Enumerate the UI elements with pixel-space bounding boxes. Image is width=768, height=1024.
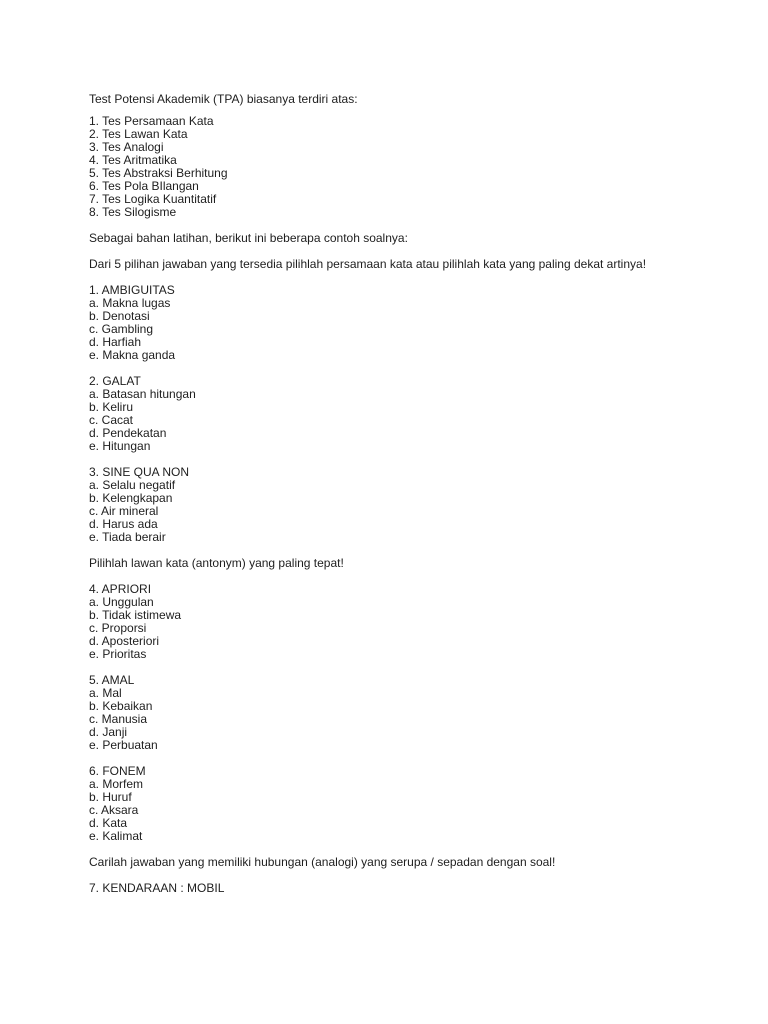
question-block	[89, 375, 729, 453]
question-block	[89, 765, 729, 843]
answer-option: c. Proporsi	[89, 621, 147, 635]
answer-option: b. Huruf	[89, 790, 132, 804]
answer-option: d. Harus ada	[89, 517, 158, 531]
intro-lead-block	[89, 232, 729, 245]
answer-option: d. Janji	[89, 725, 128, 739]
section-instruction: Pilihlah lawan kata (antonym) yang paling tepat!	[89, 556, 344, 570]
test-type-item: 1. Tes Persamaan Kata	[89, 114, 214, 128]
test-type-item: 4. Tes Aritmatika	[89, 153, 177, 167]
question-block	[89, 583, 729, 661]
test-type-item: 6. Tes Pola BIlangan	[89, 179, 199, 193]
question-text: 2. GALAT	[89, 374, 141, 388]
answer-option: a. Batasan hitungan	[89, 387, 196, 401]
question-text: 5. AMAL	[89, 673, 135, 687]
answer-option: a. Unggulan	[89, 595, 154, 609]
answer-option: c. Aksara	[89, 803, 139, 817]
answer-option: d. Pendekatan	[89, 426, 167, 440]
section-instruction: Carilah jawaban yang memiliki hubungan (analogi) yang serupa / sepadan dengan soal!	[89, 855, 556, 869]
test-type-item: 8. Tes Silogisme	[89, 205, 177, 219]
test-type-item: 3. Tes Analogi	[89, 140, 164, 154]
question-block	[89, 466, 729, 544]
question-text: 7. KENDARAAN : MOBIL	[89, 881, 225, 895]
test-type-list	[89, 115, 729, 219]
question-block	[89, 882, 729, 895]
answer-option: e. Prioritas	[89, 647, 147, 661]
answer-option: a. Selalu negatif	[89, 478, 176, 492]
answer-option: b. Kelengkapan	[89, 491, 173, 505]
intro-lead: Sebagai bahan latihan, berikut ini beberapa contoh soalnya:	[89, 231, 408, 245]
answer-option: c. Cacat	[89, 413, 134, 427]
answer-option: c. Gambling	[89, 322, 154, 336]
question-text: 3. SINE QUA NON	[89, 465, 190, 479]
answer-option: e. Hitungan	[89, 439, 151, 453]
test-type-item: 5. Tes Abstraksi Berhitung	[89, 166, 228, 180]
answer-option: c. Manusia	[89, 712, 148, 726]
section-instruction-block	[89, 856, 729, 869]
question-text: 4. APRIORI	[89, 582, 152, 596]
section-instruction-block	[89, 258, 729, 271]
question-text: 6. FONEM	[89, 764, 146, 778]
answer-option: e. Perbuatan	[89, 738, 158, 752]
question-sections	[89, 258, 729, 895]
document-page	[89, 93, 729, 908]
answer-option: a. Morfem	[89, 777, 144, 791]
answer-option: d. Kata	[89, 816, 128, 830]
test-type-item: 2. Tes Lawan Kata	[89, 127, 188, 141]
intro-title-block	[89, 93, 729, 106]
answer-option: a. Mal	[89, 686, 122, 700]
answer-option: d. Aposteriori	[89, 634, 160, 648]
answer-option: e. Makna ganda	[89, 348, 176, 362]
section-instruction-block	[89, 557, 729, 570]
answer-option: e. Kalimat	[89, 829, 143, 843]
answer-option: e. Tiada berair	[89, 530, 166, 544]
answer-option: b. Denotasi	[89, 309, 150, 323]
question-block	[89, 674, 729, 752]
section-instruction: Dari 5 pilihan jawaban yang tersedia pilihlah persamaan kata atau pilihlah kata yang paling dekat artinya!	[89, 257, 647, 271]
answer-option: c. Air mineral	[89, 504, 159, 518]
question-text: 1. AMBIGUITAS	[89, 283, 175, 297]
answer-option: a. Makna lugas	[89, 296, 171, 310]
test-type-item: 7. Tes Logika Kuantitatif	[89, 192, 217, 206]
answer-option: b. Kebaikan	[89, 699, 153, 713]
answer-option: d. Harfiah	[89, 335, 142, 349]
question-block	[89, 284, 729, 362]
intro-title: Test Potensi Akademik (TPA) biasanya terdiri atas:	[89, 92, 358, 106]
answer-option: b. Tidak istimewa	[89, 608, 182, 622]
answer-option: b. Keliru	[89, 400, 134, 414]
